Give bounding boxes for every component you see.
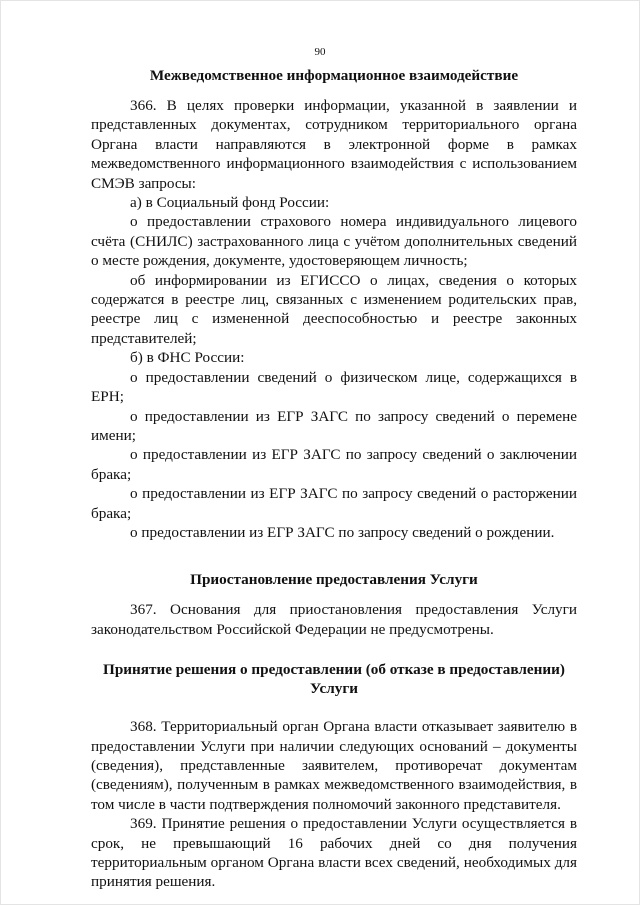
paragraph-366: 366. В целях проверки информации, указанной в заявлении и представленных документах, сотрудником территориального органа Органа власти направляются в электронной форме в рамках межведомственного информационного взаимодействия с использованием СМЭВ запросы: bbox=[91, 97, 577, 192]
paragraph-366-b-2: о предоставлении из ЕГР ЗАГС по запросу сведений о перемене имени; bbox=[91, 407, 577, 444]
section-heading-decision: Принятие решения о предоставлении (об отказе в предоставлении) Услуги bbox=[103, 661, 565, 698]
paragraph-366-a: а) в Социальный фонд России: bbox=[130, 194, 330, 212]
section-heading-suspension: Приостановление предоставления Услуги bbox=[190, 571, 478, 589]
page-number: 90 bbox=[314, 46, 326, 58]
paragraph-366-a-2: об информировании из ЕГИССО о лицах, сведения о которых содержатся в реестре лиц, связанных с изменением родительских прав, реестре лиц с измененной дееспособностью и реестре законных представителей; bbox=[91, 271, 577, 347]
paragraph-368: 368. Территориальный орган Органа власти отказывает заявителю в предоставлении Услуги при наличии следующих оснований – документы (сведения), представленные заявителем, противоречат документам (сведениям), полученным в рамках межведомственного взаимодействия, в том числе в части подтверждения полномочий законного представителя. bbox=[91, 718, 577, 813]
section-heading-interagency: Межведомственное информационное взаимодействие bbox=[149, 67, 519, 84]
paragraph-366-b-3: о предоставлении из ЕГР ЗАГС по запросу сведений о заключении брака; bbox=[91, 446, 577, 483]
paragraph-366-b-4: о предоставлении из ЕГР ЗАГС по запросу сведений о расторжении брака; bbox=[91, 485, 577, 522]
document-body bbox=[91, 66, 577, 892]
paragraph-366-a-1: о предоставлении страхового номера индивидуального лицевого счёта (СНИЛС) застрахованного лица с учётом дополнительных сведений о месте рождения, документе, удостоверяющем личность; bbox=[91, 213, 577, 270]
paragraph-366-b: б) в ФНС России: bbox=[130, 349, 245, 367]
paragraph-366-b-5: о предоставлении из ЕГР ЗАГС по запросу сведений о рождении. bbox=[130, 523, 555, 541]
paragraph-367: 367. Основания для приостановления предоставления Услуги законодательством Российской Федерации не предусмотрены. bbox=[91, 601, 577, 638]
paragraph-366-b-1: о предоставлении сведений о физическом лице, содержащихся в ЕРН; bbox=[91, 368, 577, 406]
paragraph-369: 369. Принятие решения о предоставлении Услуги осуществляется в срок, не превышающий 16 рабочих дней со дня получения территориальным органом Органа власти всех сведений, необходимых для принятия решения. bbox=[91, 815, 577, 891]
